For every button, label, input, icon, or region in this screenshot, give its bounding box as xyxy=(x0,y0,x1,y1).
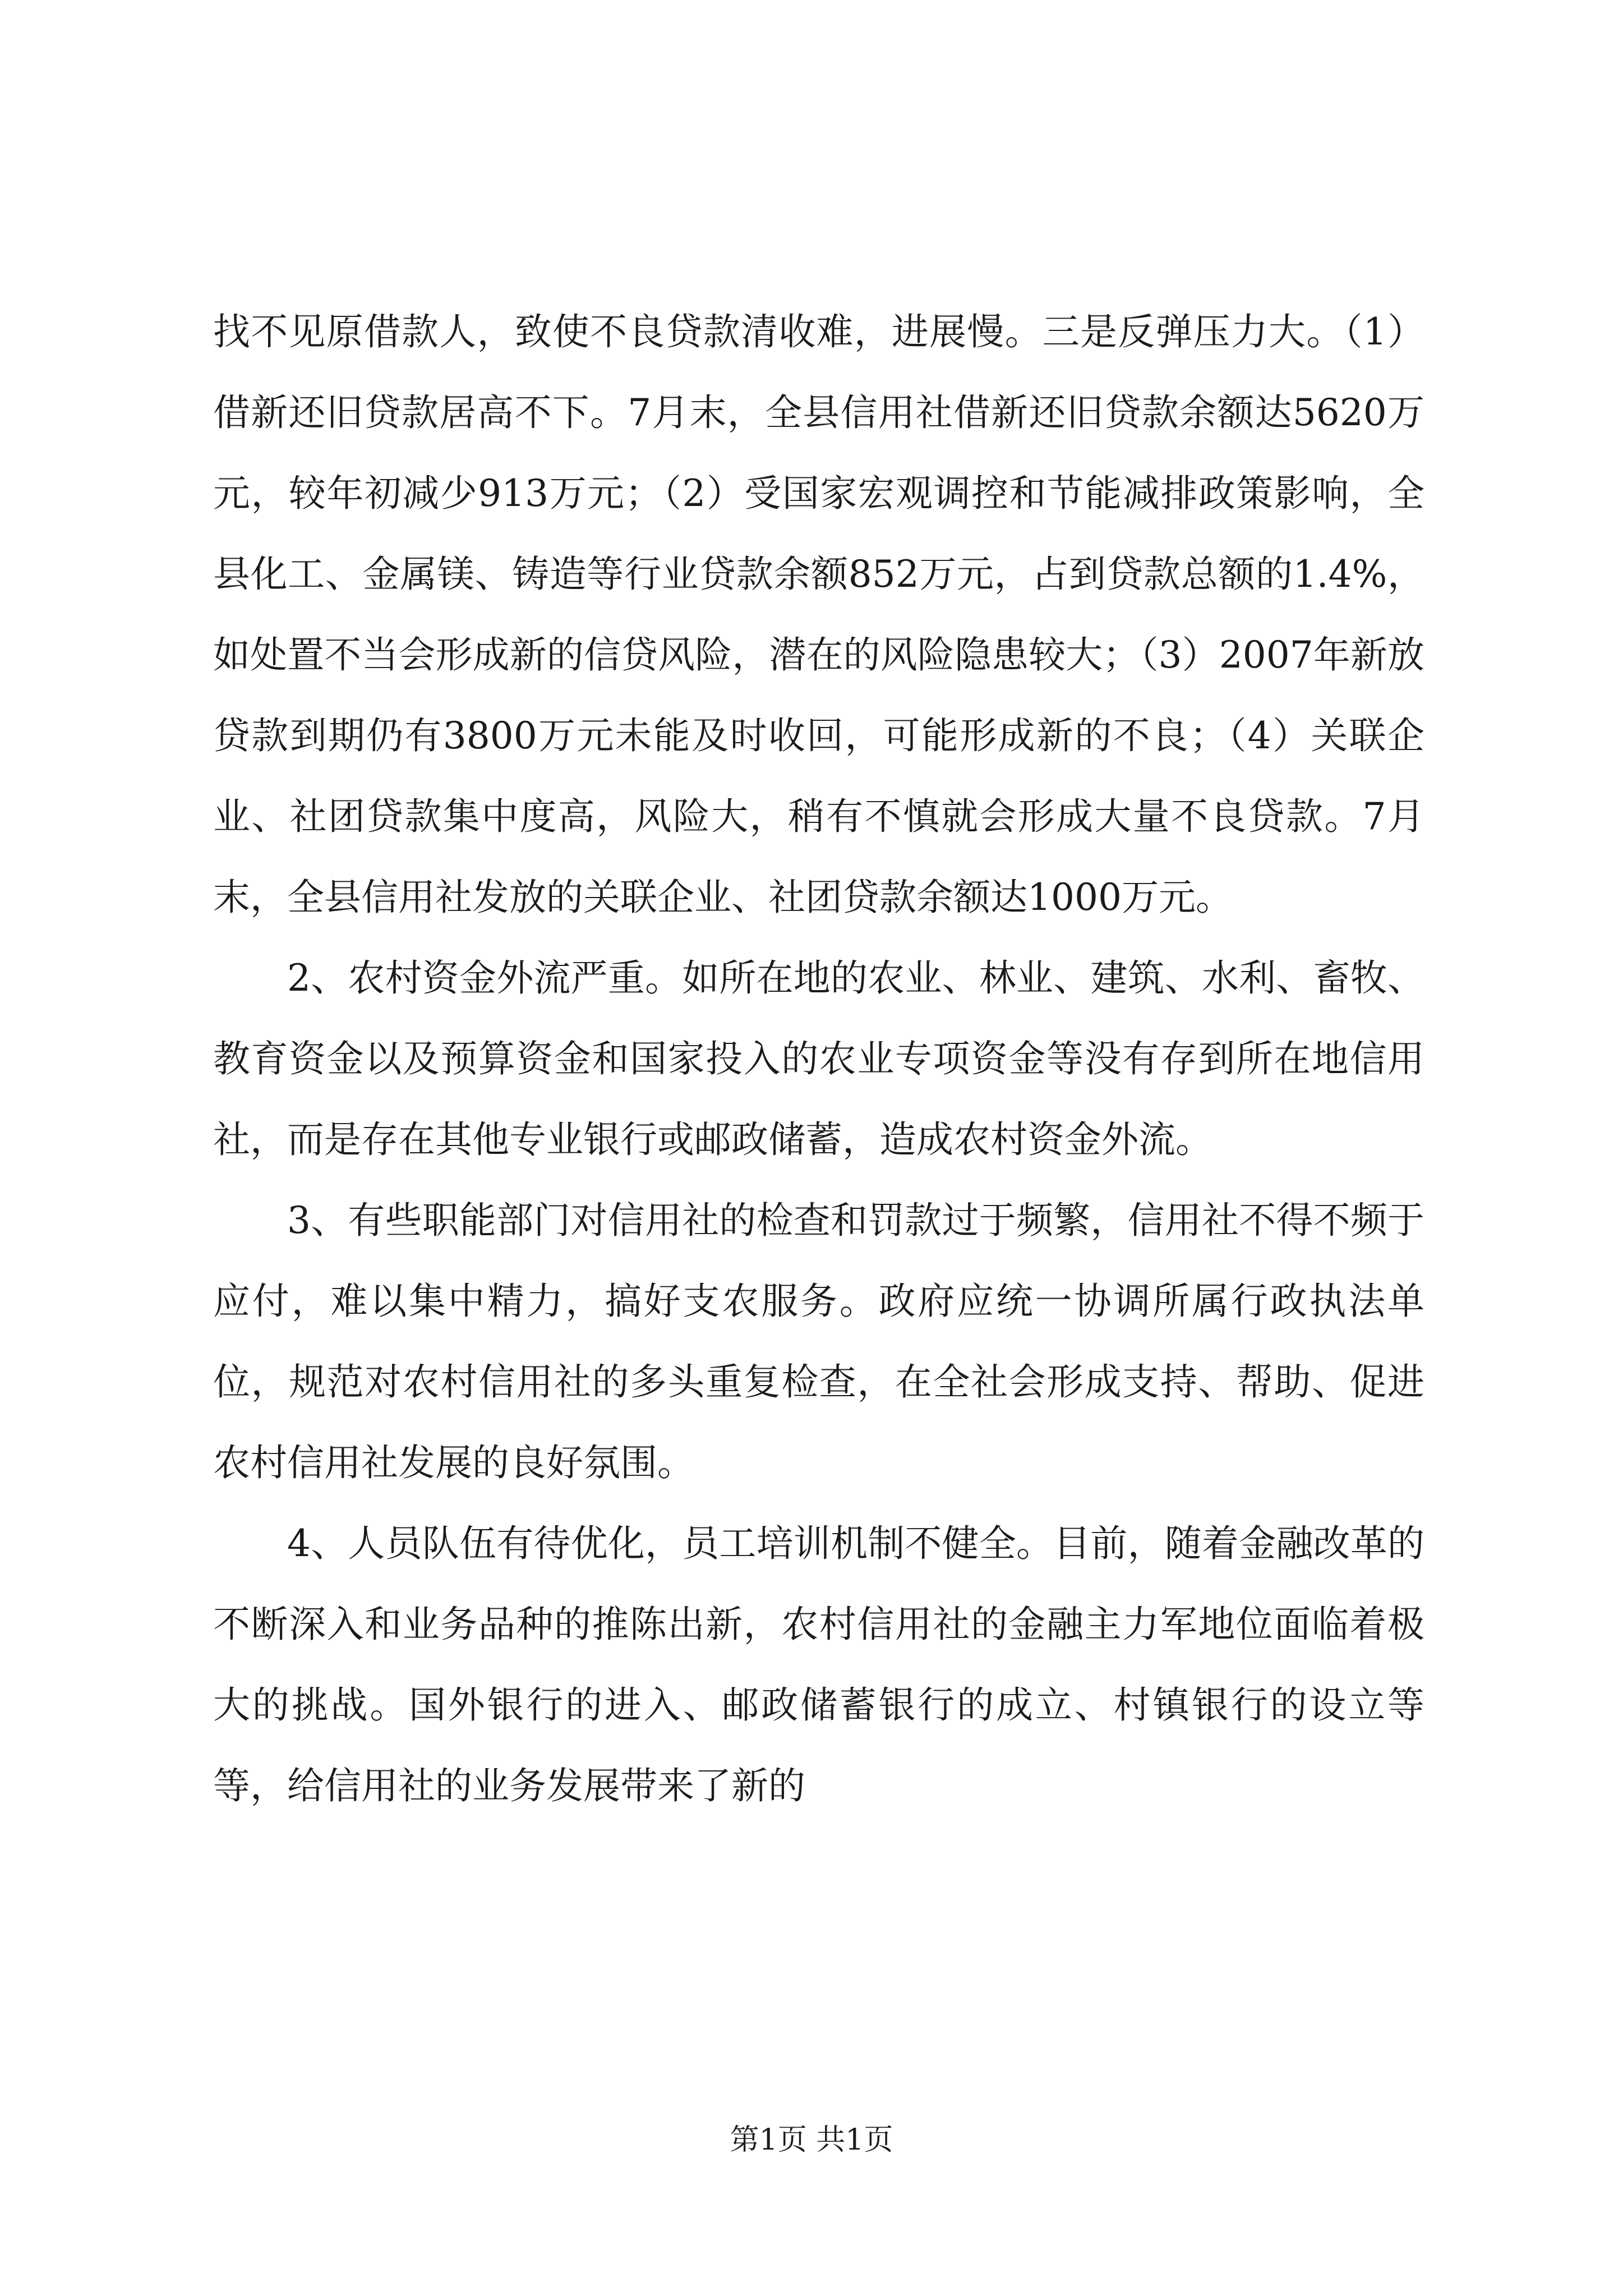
paragraph-2: 2、农村资金外流严重。如所在地的农业、林业、建筑、水利、畜牧、教育资金以及预算资金和国家投入的农业专项资金等没有存到所在地信用社，而是存在其他专业银行或邮政储蓄，造成农村资金外流。 xyxy=(213,956,1424,1161)
paragraph-1: 找不见原借款人，致使不良贷款清收难，进展慢。三是反弹压力大。（1）借新还旧贷款居高不下。7月末，全县信用社借新还旧贷款余额达5620万元，较年初减少913万元；（2）受国家宏观调控和节能减排政策影响，全县化工、金属镁、铸造等行业贷款余额852万元，占到贷款总额的1.4%，如处置不当会形成新的信贷风险，潜在的风险隐患较大；（3）2007年新放贷款到期仍有3800万元未能及时收回，可能形成新的不良；（4）关联企业、社团贷款集中度高，风险大，稍有不慎就会形成大量不良贷款。7月末，全县信用社发放的关联企业、社团贷款余额达1000万元。 xyxy=(213,310,1424,919)
paragraph-3: 3、有些职能部门对信用社的检查和罚款过于频繁，信用社不得不频于应付，难以集中精力，搞好支农服务。政府应统一协调所属行政执法单位，规范对农村信用社的多头重复检查，在全社会形成支持、帮助、促进农村信用社发展的良好氛围。 xyxy=(213,1199,1424,1484)
paragraph-4: 4、人员队伍有待优化，员工培训机制不健全。目前，随着金融改革的不断深入和业务品种的推陈出新，农村信用社的金融主力军地位面临着极大的挑战。国外银行的进入、邮政储蓄银行的成立、村镇银行的设立等等，给信用社的业务发展带来了新的 xyxy=(213,1522,1424,1807)
page-footer: 第1页 共1页 xyxy=(730,2123,893,2157)
document-body xyxy=(213,292,1424,1826)
